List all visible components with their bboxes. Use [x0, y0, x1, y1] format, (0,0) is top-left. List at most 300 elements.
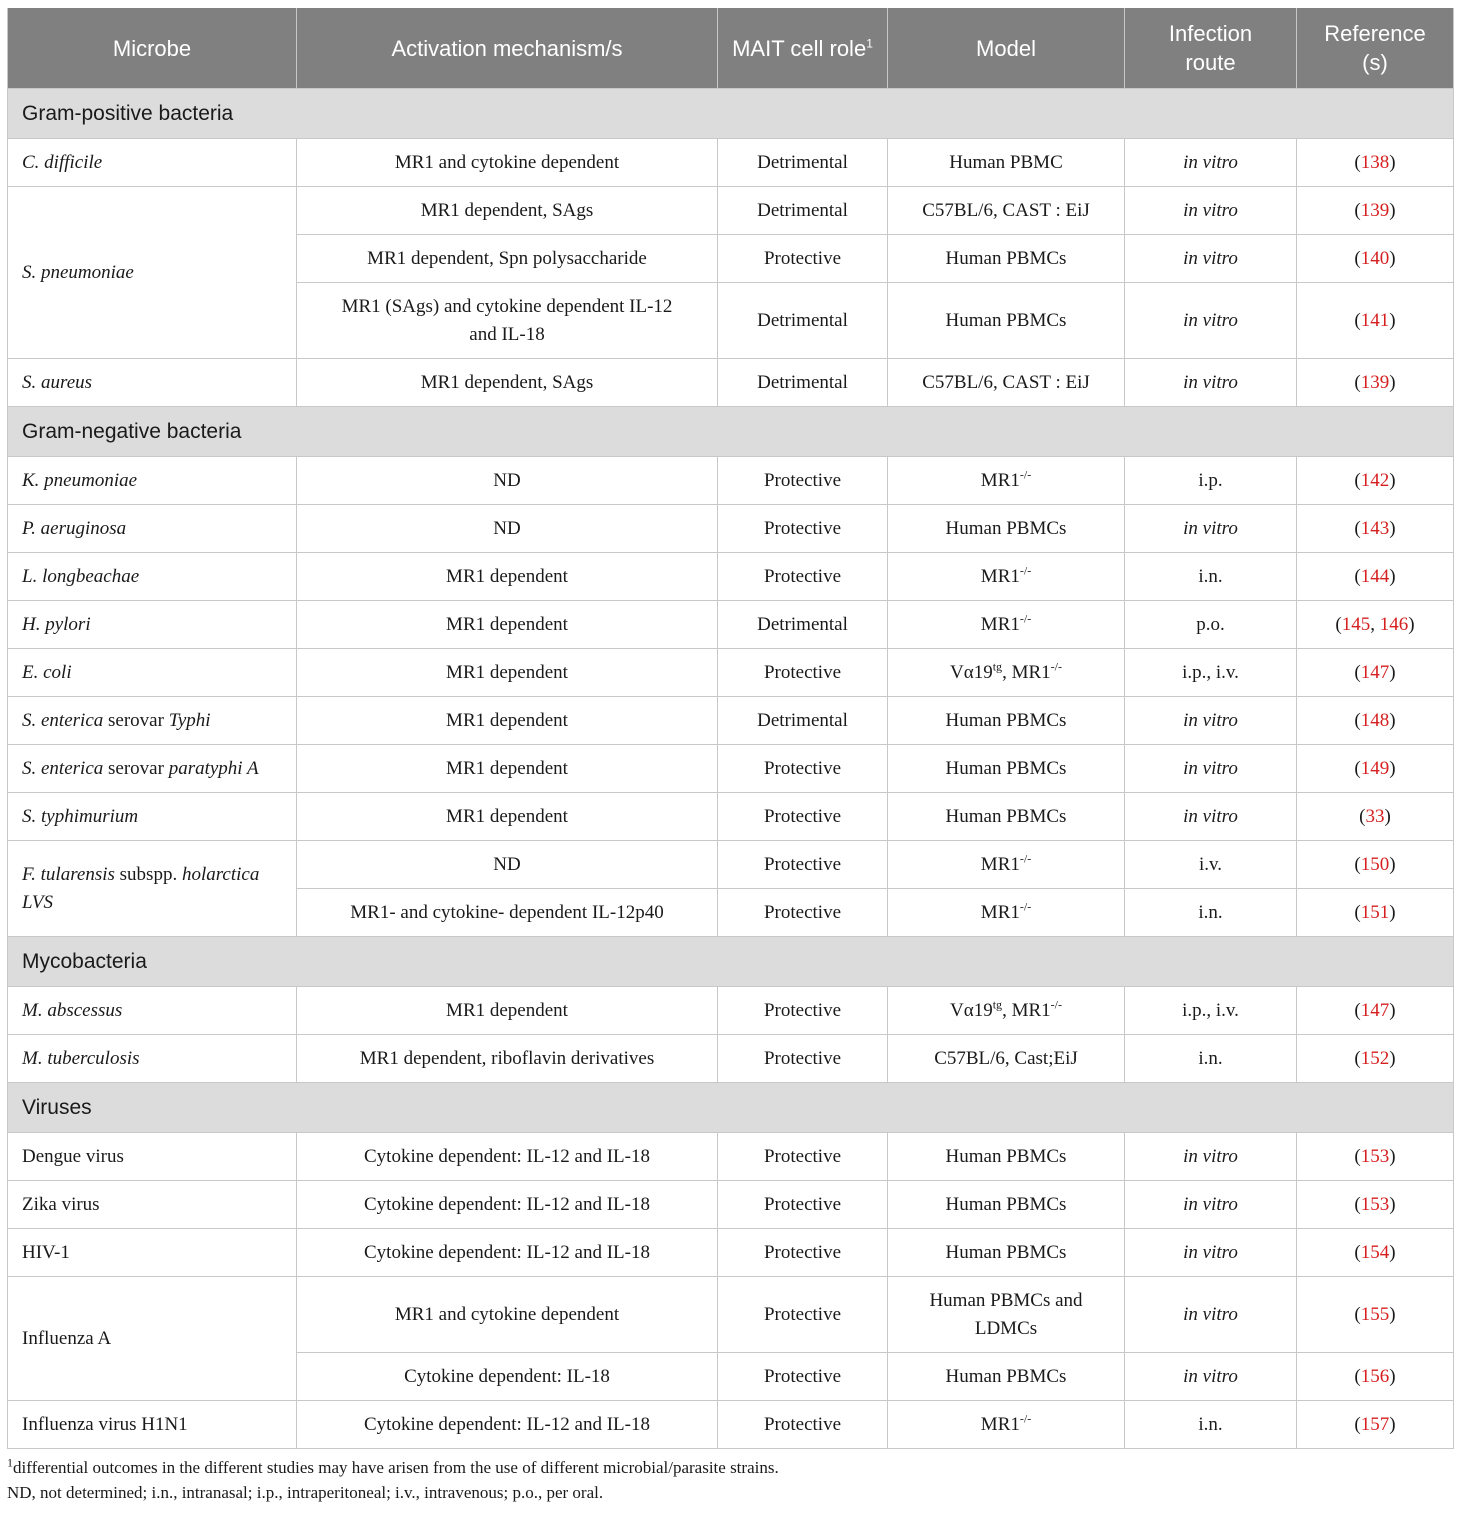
header-role — [718, 8, 888, 89]
section-row — [8, 937, 1454, 987]
cell-reference — [1297, 745, 1454, 793]
cell-route — [1125, 505, 1297, 553]
table-row — [8, 601, 1454, 649]
cell-role: Protective — [718, 1229, 888, 1277]
reference-link[interactable]: 156 — [1360, 1365, 1390, 1387]
route-text: in vitro — [1183, 757, 1238, 779]
cell-role: Detrimental — [718, 697, 888, 745]
cell-activation: MR1 dependent — [297, 793, 718, 841]
cell-reference — [1297, 235, 1454, 283]
reference-link[interactable]: 141 — [1360, 309, 1390, 331]
table-row — [8, 359, 1454, 407]
cell-model: Human PBMCs — [888, 1229, 1125, 1277]
cell-role: Detrimental — [718, 139, 888, 187]
cell-role: Protective — [718, 889, 888, 937]
cell-activation: ND — [297, 457, 718, 505]
cell-microbe — [8, 697, 297, 745]
cell-role: Protective — [718, 793, 888, 841]
cell-model: Human PBMCs — [888, 793, 1125, 841]
cell-microbe — [8, 553, 297, 601]
cell-microbe: Influenza A — [8, 1277, 297, 1401]
activation-line: and IL-18 — [469, 323, 545, 345]
paren: ) — [1389, 371, 1396, 393]
cell-microbe — [8, 359, 297, 407]
footnote-2: ND, not determined; i.n., intranasal; i.p., intraperitoneal; i.v., intravenous; p.o., per oral. — [7, 1483, 604, 1502]
route-text: in vitro — [1183, 805, 1238, 827]
cell-reference — [1297, 1353, 1454, 1401]
cell-route — [1125, 1353, 1297, 1401]
cell-activation: MR1 dependent, Spn polysaccharide — [297, 235, 718, 283]
microbe-subspp-name: holarctica — [181, 863, 260, 885]
route-text: in vitro — [1183, 1193, 1238, 1215]
reference-link[interactable]: 148 — [1360, 709, 1390, 731]
section-viruses: Viruses — [8, 1083, 1454, 1133]
reference-link[interactable]: 151 — [1360, 901, 1390, 923]
cell-model: Human PBMCs — [888, 235, 1125, 283]
cell-reference — [1297, 457, 1454, 505]
cell-role: Detrimental — [718, 283, 888, 359]
cell-role: Protective — [718, 1401, 888, 1449]
cell-activation: Cytokine dependent: IL-12 and IL-18 — [297, 1181, 718, 1229]
cell-model: C57BL/6, Cast;EiJ — [888, 1035, 1125, 1083]
model-sup: -/- — [1019, 851, 1032, 866]
microbe-serovar: serovar — [103, 709, 169, 731]
reference-link[interactable]: 146 — [1379, 613, 1409, 635]
model-text: MR1 — [980, 469, 1020, 491]
cell-route — [1125, 745, 1297, 793]
cell-role: Detrimental — [718, 187, 888, 235]
table-row — [8, 987, 1454, 1035]
cell-microbe — [8, 457, 297, 505]
paren: ) — [1389, 517, 1396, 539]
mait-cell-table — [7, 8, 1454, 1449]
section-mycobacteria: Mycobacteria — [8, 937, 1454, 987]
model-text: MR1 — [980, 853, 1020, 875]
paren: ) — [1389, 853, 1396, 875]
table-row — [8, 793, 1454, 841]
route-text: in vitro — [1183, 1303, 1238, 1325]
cell-model — [888, 457, 1125, 505]
microbe-name: P. aeruginosa — [22, 517, 127, 539]
reference-link[interactable]: 147 — [1360, 999, 1390, 1021]
reference-link[interactable]: 140 — [1360, 247, 1390, 269]
cell-model — [888, 841, 1125, 889]
section-row — [8, 407, 1454, 457]
paren: ( — [1354, 309, 1361, 331]
cell-role: Protective — [718, 649, 888, 697]
cell-model: Human PBMCs — [888, 1353, 1125, 1401]
table-row — [8, 139, 1454, 187]
footnote-marker: 1 — [7, 1455, 13, 1470]
activation-line: MR1 (SAgs) and cytokine dependent IL-12 — [341, 295, 673, 317]
cell-activation: MR1 dependent — [297, 987, 718, 1035]
table-row — [8, 505, 1454, 553]
cell-route — [1125, 1133, 1297, 1181]
model-text: , MR1 — [1002, 661, 1051, 683]
route-text: in vitro — [1183, 371, 1238, 393]
cell-microbe — [8, 139, 297, 187]
paren: ( — [1354, 371, 1361, 393]
cell-route — [1125, 139, 1297, 187]
microbe-name: S. aureus — [22, 371, 93, 393]
paren: ( — [1354, 1303, 1361, 1325]
cell-activation: MR1 and cytokine dependent — [297, 1277, 718, 1353]
paren: ) — [1389, 565, 1396, 587]
cell-model — [888, 553, 1125, 601]
cell-role: Detrimental — [718, 359, 888, 407]
cell-microbe — [8, 841, 297, 937]
header-microbe: Microbe — [8, 8, 297, 89]
paren: ( — [1354, 1241, 1361, 1263]
model-text: Vα19 — [950, 999, 993, 1021]
cell-route — [1125, 1229, 1297, 1277]
header-ref-l1: Reference — [1324, 21, 1426, 46]
reference-link[interactable]: 139 — [1360, 371, 1390, 393]
microbe-name: S. enterica — [22, 709, 104, 731]
cell-microbe: Influenza virus H1N1 — [8, 1401, 297, 1449]
route-text: in vitro — [1183, 1365, 1238, 1387]
cell-route: i.n. — [1125, 889, 1297, 937]
model-text: Vα19 — [950, 661, 993, 683]
reference-link[interactable]: 138 — [1360, 151, 1390, 173]
header-route-l1: Infection — [1168, 21, 1253, 46]
cell-reference — [1297, 841, 1454, 889]
cell-route: i.p., i.v. — [1125, 987, 1297, 1035]
reference-link[interactable]: 144 — [1360, 565, 1390, 587]
reference-link[interactable]: 153 — [1360, 1193, 1390, 1215]
paren: ) — [1389, 247, 1396, 269]
reference-link[interactable]: 149 — [1360, 757, 1390, 779]
section-gram-negative: Gram-negative bacteria — [8, 407, 1454, 457]
cell-activation: MR1 dependent, SAgs — [297, 359, 718, 407]
cell-route — [1125, 359, 1297, 407]
cell-model: Human PBMCs — [888, 505, 1125, 553]
microbe-subspp: subspp. — [114, 863, 182, 885]
paren: ) — [1389, 757, 1396, 779]
table-row — [8, 1035, 1454, 1083]
model-sup: -/- — [1019, 1411, 1032, 1426]
cell-route — [1125, 283, 1297, 359]
cell-reference — [1297, 187, 1454, 235]
cell-reference — [1297, 1035, 1454, 1083]
table-row — [8, 697, 1454, 745]
model-text: MR1 — [980, 565, 1020, 587]
model-sup: -/- — [1019, 563, 1032, 578]
cell-activation — [297, 283, 718, 359]
reference-link[interactable]: 153 — [1360, 1145, 1390, 1167]
cell-route — [1125, 187, 1297, 235]
cell-activation: MR1 dependent — [297, 745, 718, 793]
cell-microbe — [8, 987, 297, 1035]
table-row — [8, 649, 1454, 697]
table-row — [8, 745, 1454, 793]
paren: ( — [1354, 199, 1361, 221]
reference-link[interactable]: 142 — [1360, 469, 1390, 491]
cell-model — [888, 889, 1125, 937]
paren: ) — [1384, 805, 1391, 827]
paren: ( — [1354, 1193, 1361, 1215]
cell-reference — [1297, 359, 1454, 407]
route-text: in vitro — [1183, 517, 1238, 539]
cell-route — [1125, 793, 1297, 841]
paren: ( — [1354, 901, 1361, 923]
cell-model: Human PBMCs — [888, 1133, 1125, 1181]
cell-reference — [1297, 793, 1454, 841]
header-reference — [1297, 8, 1454, 89]
microbe-name: H. pylori — [22, 613, 91, 635]
microbe-serovar: serovar — [103, 757, 169, 779]
cell-reference — [1297, 1277, 1454, 1353]
paren: ) — [1389, 1047, 1396, 1069]
paren: ) — [1389, 199, 1396, 221]
cell-role: Protective — [718, 745, 888, 793]
route-text: in vitro — [1183, 1145, 1238, 1167]
cell-route: i.n. — [1125, 553, 1297, 601]
cell-reference — [1297, 601, 1454, 649]
cell-reference — [1297, 139, 1454, 187]
cell-activation: MR1 dependent — [297, 697, 718, 745]
paren: ( — [1354, 709, 1361, 731]
cell-model: C57BL/6, CAST : EiJ — [888, 187, 1125, 235]
section-row — [8, 89, 1454, 139]
cell-model — [888, 601, 1125, 649]
model-line: LDMCs — [974, 1317, 1038, 1339]
reference-link[interactable]: 147 — [1360, 661, 1390, 683]
paren: ( — [1354, 1047, 1361, 1069]
model-text: MR1 — [980, 613, 1020, 635]
cell-role: Protective — [718, 841, 888, 889]
paren: ) — [1389, 1365, 1396, 1387]
paren: ( — [1354, 853, 1361, 875]
paren: ) — [1389, 1413, 1396, 1435]
reference-link[interactable]: 155 — [1360, 1303, 1390, 1325]
cell-activation: Cytokine dependent: IL-12 and IL-18 — [297, 1229, 718, 1277]
reference-link[interactable]: 154 — [1360, 1241, 1390, 1263]
cell-microbe — [8, 649, 297, 697]
cell-route: i.n. — [1125, 1035, 1297, 1083]
microbe-name: S. pneumoniae — [22, 261, 134, 283]
table-row — [8, 1277, 1454, 1353]
paren: ( — [1354, 517, 1361, 539]
microbe-name: K. pneumoniae — [22, 469, 138, 491]
cell-role: Protective — [718, 457, 888, 505]
route-text: in vitro — [1183, 1241, 1238, 1263]
table-row — [8, 1401, 1454, 1449]
cell-role: Protective — [718, 1133, 888, 1181]
cell-microbe: Dengue virus — [8, 1133, 297, 1181]
cell-activation: MR1- and cytokine- dependent IL-12p40 — [297, 889, 718, 937]
cell-microbe — [8, 601, 297, 649]
cell-microbe — [8, 793, 297, 841]
cell-route — [1125, 1277, 1297, 1353]
cell-activation: ND — [297, 841, 718, 889]
footnote-text: differential outcomes in the different studies may have arisen from the use of different microbial/parasite strains. — [13, 1458, 779, 1477]
microbe-serovar-name: paratyphi A — [168, 757, 259, 779]
cell-activation: MR1 dependent — [297, 553, 718, 601]
model-text: MR1 — [980, 901, 1020, 923]
paren: ) — [1389, 309, 1396, 331]
cell-role: Detrimental — [718, 601, 888, 649]
header-route-l2: route — [1185, 50, 1236, 75]
paren: ) — [1389, 661, 1396, 683]
cell-route: i.p., i.v. — [1125, 649, 1297, 697]
cell-activation: MR1 dependent, SAgs — [297, 187, 718, 235]
table-row — [8, 553, 1454, 601]
cell-role: Protective — [718, 1181, 888, 1229]
cell-role: Protective — [718, 1353, 888, 1401]
paren: ) — [1389, 999, 1396, 1021]
cell-route: p.o. — [1125, 601, 1297, 649]
paren: ( — [1354, 151, 1361, 173]
microbe-name: L. longbeachae — [22, 565, 140, 587]
cell-model — [888, 1401, 1125, 1449]
microbe-name: S. enterica — [22, 757, 104, 779]
cell-role: Protective — [718, 1277, 888, 1353]
cell-route: i.n. — [1125, 1401, 1297, 1449]
paren: ) — [1389, 709, 1396, 731]
table-row — [8, 457, 1454, 505]
paren: ) — [1389, 151, 1396, 173]
ref-separator: , — [1370, 613, 1380, 635]
section-gram-positive: Gram-positive bacteria — [8, 89, 1454, 139]
microbe-name: M. tuberculosis — [22, 1047, 140, 1069]
microbe-name: M. abscessus — [22, 999, 123, 1021]
cell-activation: MR1 dependent — [297, 649, 718, 697]
paren: ) — [1389, 1241, 1396, 1263]
route-text: in vitro — [1183, 247, 1238, 269]
paren: ( — [1354, 565, 1361, 587]
reference-link[interactable]: 139 — [1360, 199, 1390, 221]
paren: ( — [1335, 613, 1342, 635]
cell-model — [888, 1277, 1125, 1353]
header-row — [8, 8, 1454, 89]
microbe-name: S. typhimurium — [22, 805, 139, 827]
microbe-serovar-name: Typhi — [168, 709, 211, 731]
cell-microbe — [8, 505, 297, 553]
microbe-name: E. coli — [22, 661, 72, 683]
model-text: , MR1 — [1002, 999, 1051, 1021]
reference-link[interactable]: 145 — [1341, 613, 1371, 635]
cell-route: i.v. — [1125, 841, 1297, 889]
paren: ( — [1354, 247, 1361, 269]
cell-microbe — [8, 1035, 297, 1083]
cell-route — [1125, 1181, 1297, 1229]
table-row — [8, 841, 1454, 889]
cell-model: C57BL/6, CAST : EiJ — [888, 359, 1125, 407]
cell-role: Protective — [718, 505, 888, 553]
cell-reference — [1297, 889, 1454, 937]
paren: ( — [1354, 469, 1361, 491]
paren: ) — [1389, 1303, 1396, 1325]
route-text: in vitro — [1183, 309, 1238, 331]
cell-reference — [1297, 1181, 1454, 1229]
paren: ) — [1408, 613, 1415, 635]
microbe-name: F. tularensis — [22, 863, 115, 885]
cell-microbe: Zika virus — [8, 1181, 297, 1229]
cell-model: Human PBMC — [888, 139, 1125, 187]
table-row — [8, 1133, 1454, 1181]
cell-model: Human PBMCs — [888, 283, 1125, 359]
cell-model: Human PBMCs — [888, 745, 1125, 793]
route-text: in vitro — [1183, 199, 1238, 221]
cell-route — [1125, 697, 1297, 745]
paren: ( — [1354, 1145, 1361, 1167]
table-row — [8, 187, 1454, 235]
cell-reference — [1297, 283, 1454, 359]
model-sup: -/- — [1019, 467, 1032, 482]
route-text: in vitro — [1183, 151, 1238, 173]
header-model: Model — [888, 8, 1125, 89]
paren: ( — [1354, 1365, 1361, 1387]
cell-model: Human PBMCs — [888, 697, 1125, 745]
footnote-1 — [7, 1455, 1453, 1480]
reference-link[interactable]: 152 — [1360, 1047, 1390, 1069]
cell-reference — [1297, 505, 1454, 553]
cell-model — [888, 987, 1125, 1035]
header-activation: Activation mechanism/s — [297, 8, 718, 89]
paren: ( — [1354, 1413, 1361, 1435]
model-sup: -/- — [1050, 659, 1062, 674]
cell-reference — [1297, 553, 1454, 601]
paren: ) — [1389, 469, 1396, 491]
reference-link[interactable]: 33 — [1365, 805, 1385, 827]
cell-activation: Cytokine dependent: IL-12 and IL-18 — [297, 1401, 718, 1449]
reference-link[interactable]: 157 — [1360, 1413, 1390, 1435]
paren: ) — [1389, 901, 1396, 923]
cell-model: Human PBMCs — [888, 1181, 1125, 1229]
cell-microbe: HIV-1 — [8, 1229, 297, 1277]
header-route — [1125, 8, 1297, 89]
paren: ( — [1354, 999, 1361, 1021]
cell-reference — [1297, 697, 1454, 745]
cell-microbe — [8, 187, 297, 359]
paren: ( — [1359, 805, 1366, 827]
model-sup: tg — [992, 997, 1003, 1012]
microbe-strain: LVS — [22, 891, 53, 913]
cell-activation: Cytokine dependent: IL-18 — [297, 1353, 718, 1401]
header-role-sup: 1 — [866, 36, 873, 51]
model-text: MR1 — [980, 1413, 1020, 1435]
paren: ( — [1354, 757, 1361, 779]
reference-link[interactable]: 143 — [1360, 517, 1390, 539]
cell-route: i.p. — [1125, 457, 1297, 505]
cell-reference — [1297, 1229, 1454, 1277]
table-row — [8, 1181, 1454, 1229]
cell-reference — [1297, 1133, 1454, 1181]
model-line: Human PBMCs and — [929, 1289, 1083, 1311]
cell-role: Protective — [718, 553, 888, 601]
route-text: in vitro — [1183, 709, 1238, 731]
cell-reference — [1297, 1401, 1454, 1449]
cell-activation: Cytokine dependent: IL-12 and IL-18 — [297, 1133, 718, 1181]
cell-activation: MR1 dependent, riboflavin derivatives — [297, 1035, 718, 1083]
paren: ) — [1389, 1193, 1396, 1215]
header-ref-l2: (s) — [1362, 50, 1388, 75]
cell-reference — [1297, 987, 1454, 1035]
cell-activation: MR1 and cytokine dependent — [297, 139, 718, 187]
reference-link[interactable]: 150 — [1360, 853, 1390, 875]
microbe-name: C. difficile — [22, 151, 103, 173]
model-sup: tg — [992, 659, 1003, 674]
cell-role: Protective — [718, 1035, 888, 1083]
model-sup: -/- — [1019, 611, 1032, 626]
cell-microbe — [8, 745, 297, 793]
cell-role: Protective — [718, 235, 888, 283]
section-row — [8, 1083, 1454, 1133]
cell-role: Protective — [718, 987, 888, 1035]
paren: ( — [1354, 661, 1361, 683]
table-row — [8, 1229, 1454, 1277]
